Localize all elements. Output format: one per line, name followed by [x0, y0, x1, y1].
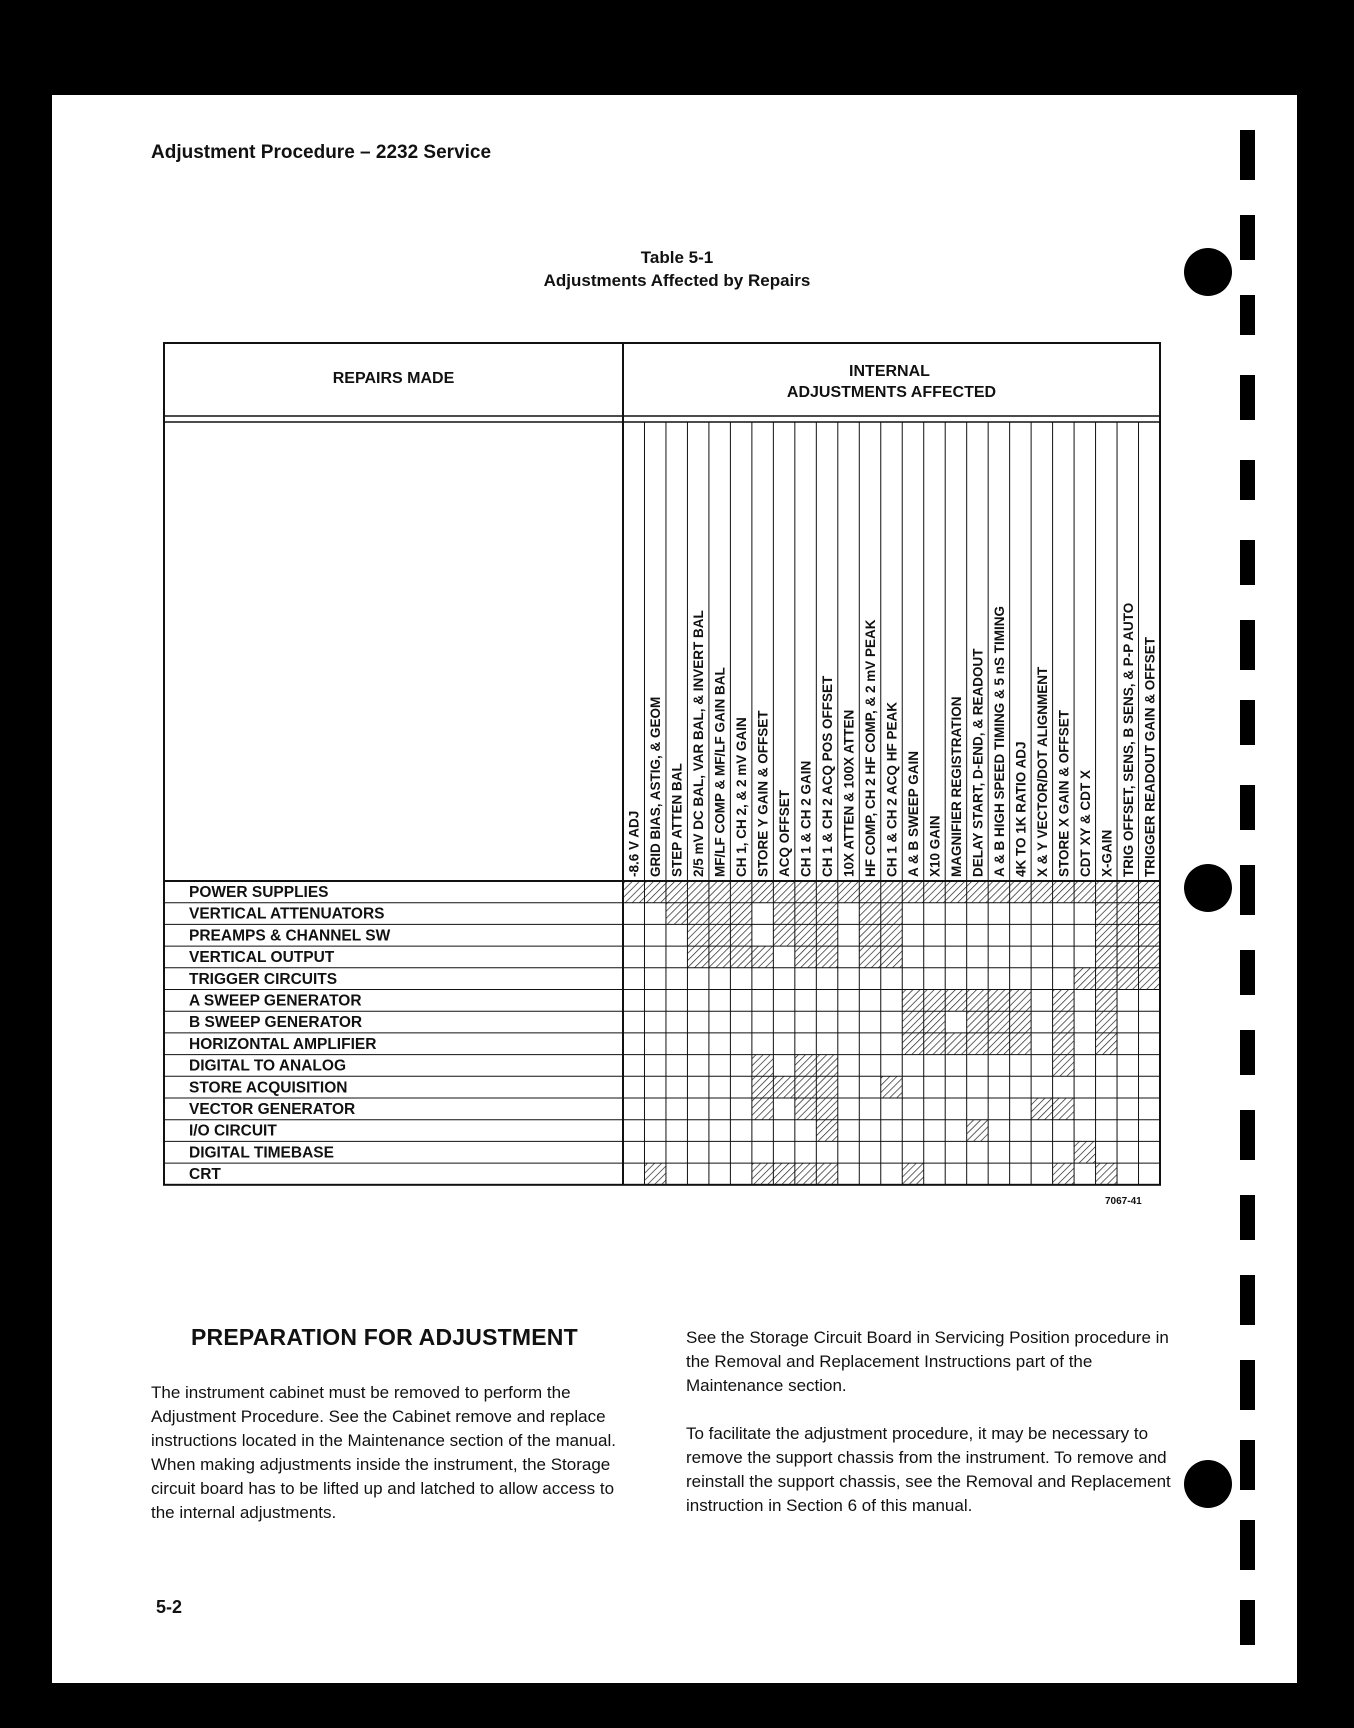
- affected-cell: [902, 881, 923, 903]
- affected-cell: [773, 903, 794, 925]
- adjustments-header: INTERNAL: [849, 363, 930, 380]
- binder-tab-icon: [1240, 215, 1255, 260]
- right-paragraph-2: To facilitate the adjustment procedure, it may be necessary to remove the support chassis from the instrument. To remove and reinstall the support chassis, see the Removal and Replacement instruction in Section 6 of this manual.: [686, 1424, 1171, 1515]
- affected-cell: [967, 1011, 988, 1033]
- affected-cell: [1053, 1011, 1074, 1033]
- affected-cell: [859, 881, 880, 903]
- affected-cell: [1053, 881, 1074, 903]
- affected-cell: [902, 1033, 923, 1055]
- adjustment-column-label: MAGNIFIER REGISTRATION: [948, 696, 964, 877]
- affected-cell: [709, 903, 730, 925]
- section-heading: PREPARATION FOR ADJUSTMENT: [191, 1324, 578, 1350]
- affected-cell: [687, 946, 708, 968]
- affected-cell: [1117, 946, 1138, 968]
- affected-cell: [924, 881, 945, 903]
- binder-tab-icon: [1240, 950, 1255, 995]
- affected-cell: [1096, 1033, 1117, 1055]
- affected-cell: [1139, 881, 1160, 903]
- affected-cell: [1010, 1033, 1031, 1055]
- affected-cell: [945, 1033, 966, 1055]
- affected-cell: [795, 903, 816, 925]
- affected-cell: [623, 881, 644, 903]
- affected-cell: [752, 1076, 773, 1098]
- affected-cell: [816, 1055, 837, 1077]
- affected-cell: [1010, 881, 1031, 903]
- affected-cell: [709, 924, 730, 946]
- adjustment-column-label: 4K TO 1K RATIO ADJ: [1013, 741, 1029, 877]
- adjustment-column-label: X-GAIN: [1099, 829, 1115, 877]
- adjustment-column-label: A & B SWEEP GAIN: [905, 750, 921, 877]
- binder-tab-icon: [1240, 700, 1255, 745]
- affected-cell: [1096, 881, 1117, 903]
- repairs-header: REPAIRS MADE: [332, 370, 455, 387]
- affected-cell: [859, 903, 880, 925]
- repair-row-label: TRIGGER CIRCUITS: [189, 970, 338, 988]
- affected-cell: [1053, 1055, 1074, 1077]
- affected-cell: [666, 881, 687, 903]
- affected-cell: [967, 1120, 988, 1142]
- affected-cell: [687, 881, 708, 903]
- affected-cell: [795, 1055, 816, 1077]
- affected-cell: [924, 990, 945, 1012]
- affected-cell: [881, 1076, 902, 1098]
- adjustment-column-label: CH 1, CH 2, & 2 mV GAIN: [734, 717, 750, 877]
- adjustment-column-label: HF COMP, CH 2 HF COMP, & 2 mV PEAK: [863, 619, 879, 877]
- adjustment-column-label: 2/5 mV DC BAL, VAR BAL, & INVERT BAL: [691, 610, 707, 877]
- affected-cell: [687, 924, 708, 946]
- affected-cell: [902, 990, 923, 1012]
- figure-number: 7067-41: [1105, 1196, 1142, 1207]
- right-paragraph-1: See the Storage Circuit Board in Servicing Position procedure in the Removal and Replacement Instructions part of the Maintenance section.: [686, 1328, 1169, 1395]
- affected-cell: [730, 946, 751, 968]
- adjustment-column-label: -8.6 V ADJ: [626, 810, 642, 877]
- affected-cell: [881, 946, 902, 968]
- affected-cell: [816, 1120, 837, 1142]
- affected-cell: [773, 881, 794, 903]
- repair-row-label: VERTICAL ATTENUATORS: [189, 905, 385, 923]
- affected-cell: [967, 881, 988, 903]
- affected-cell: [902, 1163, 923, 1185]
- binder-hole-icon: [1184, 248, 1232, 296]
- affected-cell: [1096, 1163, 1117, 1185]
- binder-tab-icon: [1240, 1275, 1255, 1325]
- adjustments-header: ADJUSTMENTS AFFECTED: [786, 384, 997, 401]
- affected-cell: [1117, 924, 1138, 946]
- affected-cell: [988, 881, 1009, 903]
- adjustment-column-label: STORE Y GAIN & OFFSET: [755, 710, 771, 877]
- right-column: [686, 1326, 1173, 1518]
- binder-tab-icon: [1240, 865, 1255, 915]
- affected-cell: [881, 881, 902, 903]
- affected-cell: [1117, 903, 1138, 925]
- adjustment-column-label: STORE X GAIN & OFFSET: [1056, 709, 1072, 877]
- affected-cell: [795, 924, 816, 946]
- binder-hole-icon: [1184, 1460, 1232, 1508]
- repair-row-label: POWER SUPPLIES: [189, 884, 329, 901]
- binder-tab-icon: [1240, 1195, 1255, 1240]
- affected-cell: [795, 881, 816, 903]
- affected-cell: [1010, 990, 1031, 1012]
- affected-cell: [1053, 1163, 1074, 1185]
- affected-cell: [859, 924, 880, 946]
- binder-hole-icon: [1184, 864, 1232, 912]
- affected-cell: [1031, 1098, 1052, 1120]
- affected-cell: [1053, 1098, 1074, 1120]
- binder-tab-icon: [1240, 785, 1255, 830]
- affected-cell: [967, 990, 988, 1012]
- adjustment-column-label: CH 1 & CH 2 ACQ HF PEAK: [884, 701, 900, 877]
- affected-cell: [924, 1011, 945, 1033]
- affected-cell: [795, 1076, 816, 1098]
- binder-tab-icon: [1240, 1030, 1255, 1075]
- adjustment-column-label: X10 GAIN: [927, 815, 943, 877]
- repair-row-label: STORE ACQUISITION: [189, 1079, 348, 1097]
- affected-cell: [773, 1076, 794, 1098]
- affected-cell: [816, 1098, 837, 1120]
- affected-cell: [1074, 1141, 1095, 1163]
- affected-cell: [795, 946, 816, 968]
- affected-cell: [967, 1033, 988, 1055]
- affected-cell: [1096, 946, 1117, 968]
- affected-cell: [709, 881, 730, 903]
- affected-cell: [881, 924, 902, 946]
- affected-cell: [773, 924, 794, 946]
- affected-cell: [709, 946, 730, 968]
- affected-cell: [816, 946, 837, 968]
- binder-tab-icon: [1240, 375, 1255, 420]
- repair-row-label: HORIZONTAL AMPLIFIER: [189, 1035, 377, 1053]
- binder-tab-icon: [1240, 540, 1255, 585]
- affected-cell: [1096, 990, 1117, 1012]
- affected-cell: [752, 946, 773, 968]
- affected-cell: [881, 903, 902, 925]
- adjustment-column-label: CH 1 & CH 2 GAIN: [798, 760, 814, 877]
- affected-cell: [988, 990, 1009, 1012]
- affected-cell: [1117, 881, 1138, 903]
- affected-cell: [1139, 924, 1160, 946]
- page-number: 5-2: [156, 1597, 183, 1617]
- affected-cell: [795, 1163, 816, 1185]
- affected-cell: [644, 881, 665, 903]
- affected-cell: [816, 924, 837, 946]
- adjustment-column-label: TRIGGER READOUT GAIN & OFFSET: [1142, 636, 1158, 877]
- affected-cell: [859, 946, 880, 968]
- affected-cell: [773, 1163, 794, 1185]
- binder-tab-icon: [1240, 1110, 1255, 1160]
- affected-cell: [816, 1163, 837, 1185]
- affected-cell: [1031, 881, 1052, 903]
- affected-cell: [730, 881, 751, 903]
- repair-row-label: B SWEEP GENERATOR: [189, 1014, 363, 1032]
- affected-cell: [666, 903, 687, 925]
- adjustment-column-label: CDT XY & CDT X: [1077, 769, 1093, 877]
- adjustment-column-label: X & Y VECTOR/DOT ALIGNMENT: [1034, 666, 1050, 877]
- binder-tab-icon: [1240, 1360, 1255, 1410]
- binder-tab-icon: [1240, 460, 1255, 500]
- affected-cell: [1074, 968, 1095, 990]
- table-number: Table 5-1: [640, 248, 714, 267]
- binder-tab-icon: [1240, 1520, 1255, 1570]
- adjustment-column-label: ACQ OFFSET: [777, 790, 793, 877]
- adjustment-column-label: 10X ATTEN & 100X ATTEN: [841, 709, 857, 877]
- affected-cell: [1010, 1011, 1031, 1033]
- running-head: Adjustment Procedure – 2232 Service: [151, 142, 492, 163]
- adjustment-column-label: DELAY START, D-END, & READOUT: [970, 648, 986, 877]
- adjustment-column-label: GRID BIAS, ASTIG, & GEOM: [648, 696, 664, 877]
- repair-row-label: A SWEEP GENERATOR: [189, 992, 362, 1010]
- affected-cell: [1096, 968, 1117, 990]
- left-column: [151, 1324, 638, 1525]
- affected-cell: [816, 903, 837, 925]
- repair-row-label: I/O CIRCUIT: [189, 1122, 277, 1140]
- adjustment-column-label: MF/LF COMP & MF/LF GAIN BAL: [712, 667, 728, 877]
- affected-cell: [752, 1055, 773, 1077]
- affected-cell: [838, 881, 859, 903]
- affected-cell: [687, 903, 708, 925]
- affected-cell: [1096, 924, 1117, 946]
- affected-cell: [988, 1033, 1009, 1055]
- adjustment-column-label: CH 1 & CH 2 ACQ POS OFFSET: [820, 675, 836, 877]
- affected-cell: [1096, 1011, 1117, 1033]
- affected-cell: [752, 1163, 773, 1185]
- affected-cell: [1139, 903, 1160, 925]
- affected-cell: [1117, 968, 1138, 990]
- repair-row-label: VECTOR GENERATOR: [189, 1101, 356, 1118]
- affected-cell: [988, 1011, 1009, 1033]
- binder-tab-icon: [1240, 1600, 1255, 1645]
- repair-row-label: PREAMPS & CHANNEL SW: [189, 927, 391, 945]
- binder-tab-icon: [1240, 1440, 1255, 1490]
- affected-cell: [1053, 990, 1074, 1012]
- adjustment-column-label: STEP ATTEN BAL: [669, 763, 685, 877]
- affected-cell: [730, 903, 751, 925]
- affected-cell: [1139, 968, 1160, 990]
- affected-cell: [1139, 946, 1160, 968]
- repair-row-label: DIGITAL TIMEBASE: [189, 1144, 334, 1162]
- repair-row-label: CRT: [189, 1166, 221, 1184]
- adjustment-column-label: A & B HIGH SPEED TIMING & 5 nS TIMING: [991, 605, 1007, 877]
- affected-cell: [795, 1098, 816, 1120]
- affected-cell: [816, 881, 837, 903]
- affected-cell: [1096, 903, 1117, 925]
- affected-cell: [945, 990, 966, 1012]
- affected-cell: [730, 924, 751, 946]
- repair-row-label: DIGITAL TO ANALOG: [189, 1057, 347, 1075]
- affected-cell: [902, 1011, 923, 1033]
- adjustment-column-label: TRIG OFFSET, SENS, B SENS, & P-P AUTO: [1120, 602, 1136, 877]
- affected-cell: [945, 881, 966, 903]
- affected-cell: [924, 1033, 945, 1055]
- repair-row-label: VERTICAL OUTPUT: [189, 949, 335, 967]
- affected-cell: [644, 1163, 665, 1185]
- left-paragraph: The instrument cabinet must be removed to perform the Adjustment Procedure. See the Cabinet remove and replace instructions located in the Maintenance section of the manual. When making adjustments inside the instrument, the Storage circuit board has to be lifted up and latched to allow access to the internal adjustments.: [151, 1383, 616, 1522]
- binder-tab-icon: [1240, 130, 1255, 180]
- affected-cell: [1074, 881, 1095, 903]
- affected-cell: [752, 1098, 773, 1120]
- affected-cell: [816, 1076, 837, 1098]
- affected-cell: [1053, 1033, 1074, 1055]
- table-title: Adjustments Affected by Repairs: [543, 271, 811, 290]
- affected-cell: [752, 881, 773, 903]
- binder-tab-icon: [1240, 620, 1255, 670]
- binder-tab-icon: [1240, 295, 1255, 335]
